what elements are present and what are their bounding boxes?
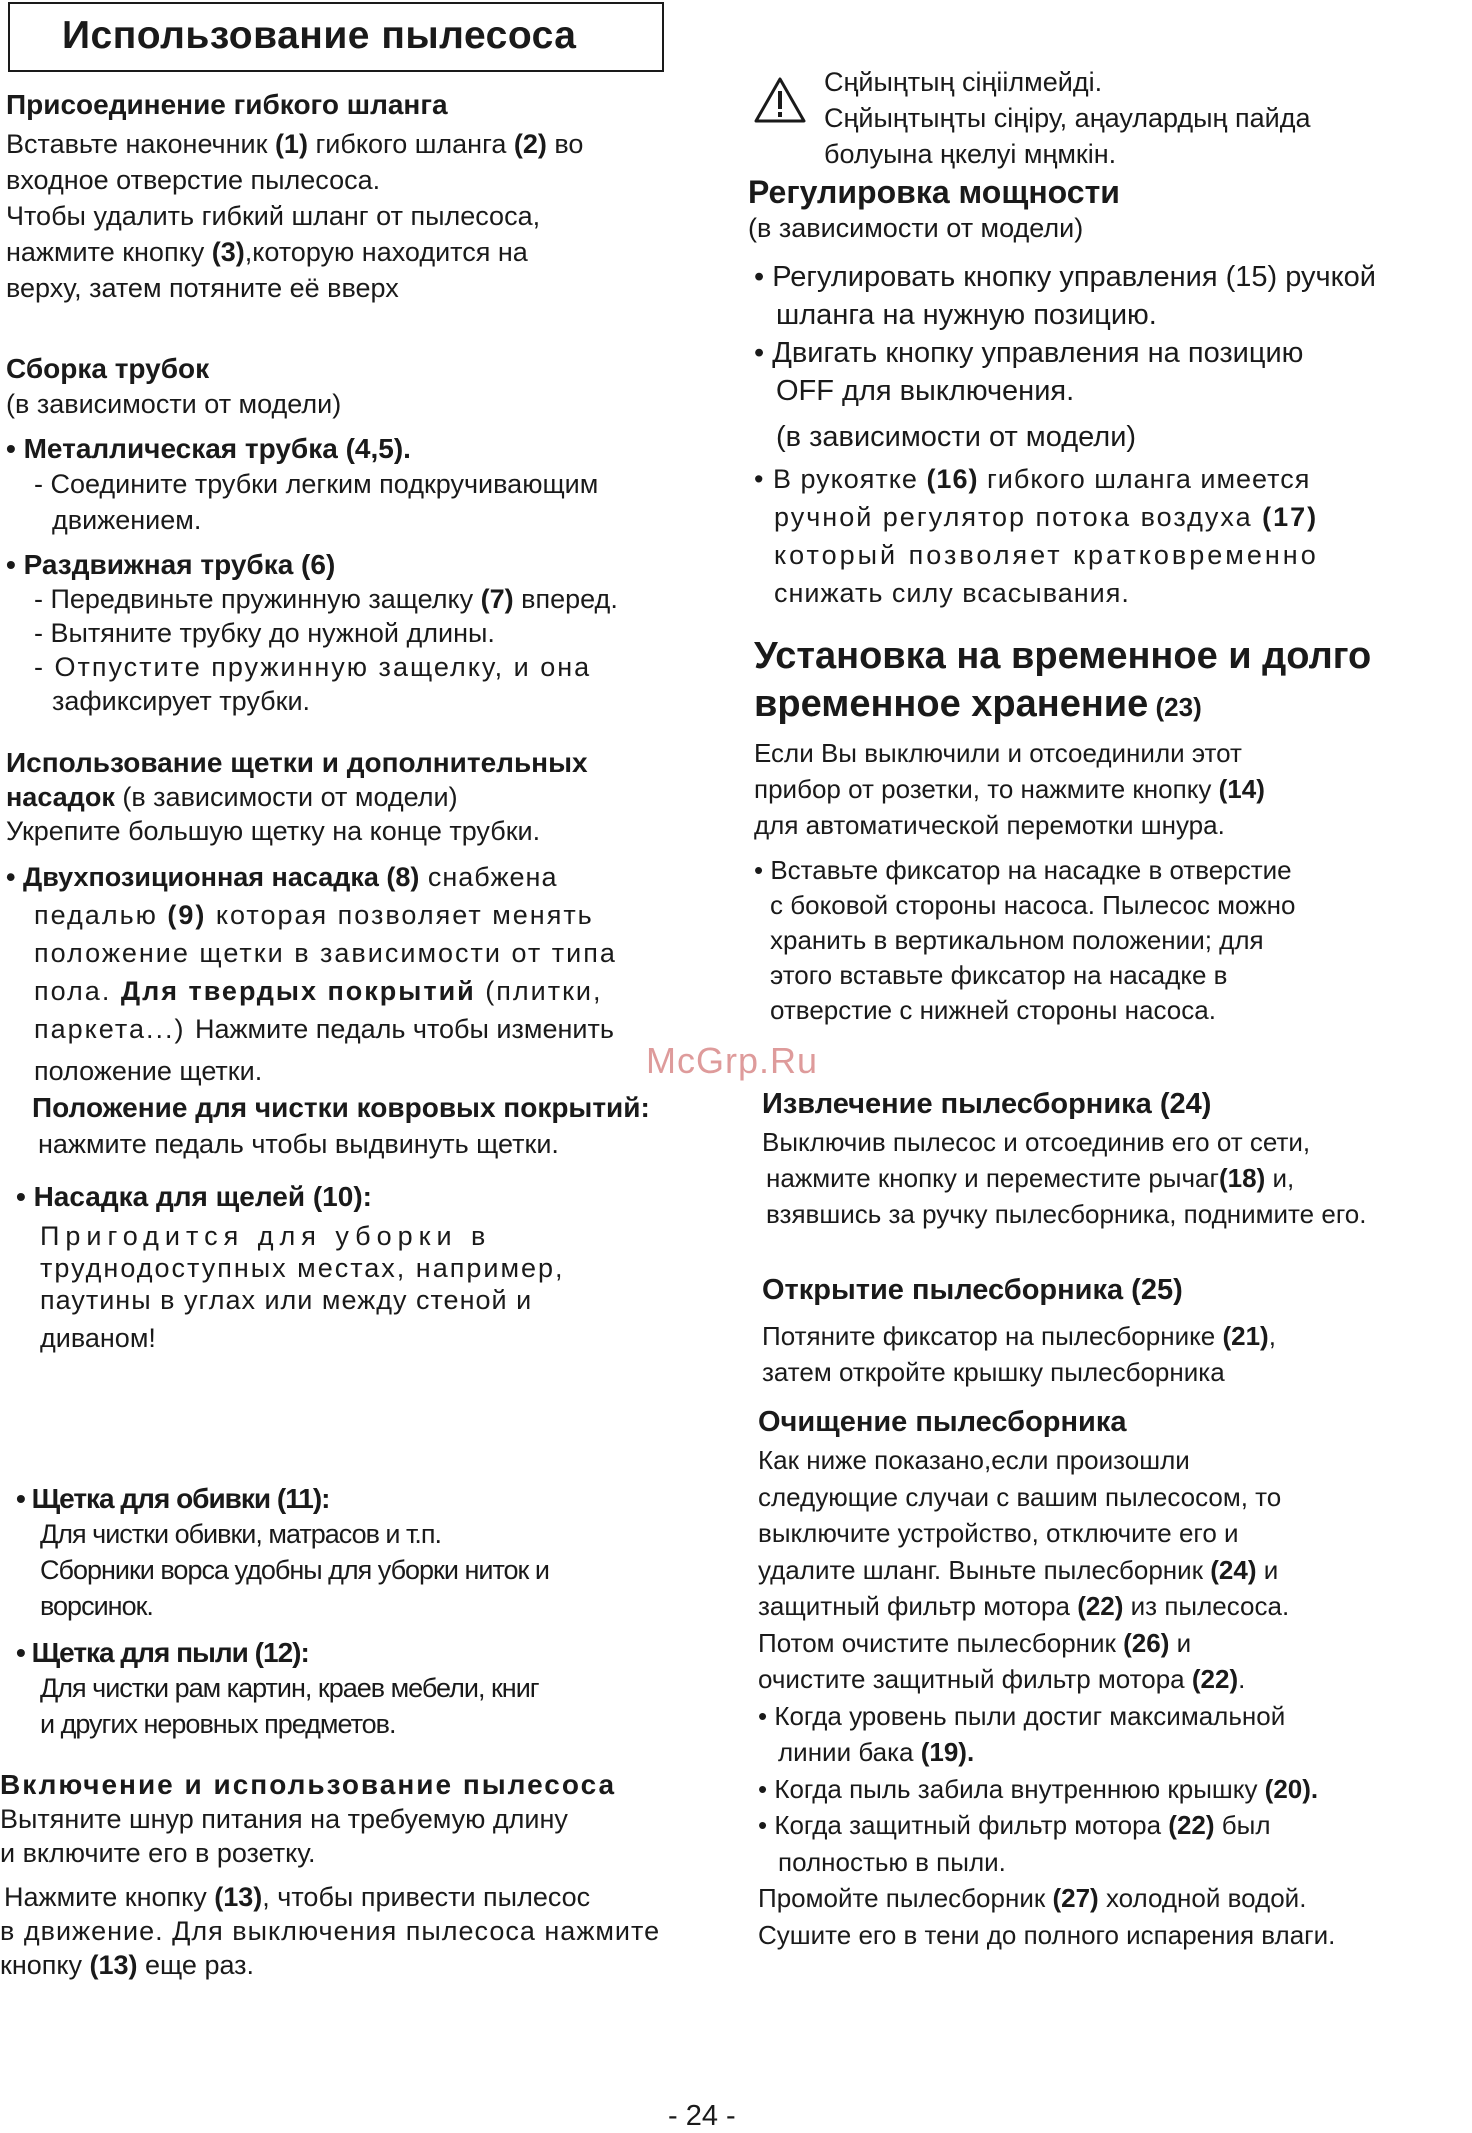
text-line: OFF для выключения. bbox=[776, 375, 1075, 407]
text-line: Если Вы выключили и отсоединили этот bbox=[754, 738, 1242, 768]
text-line: Для чистки рам картин, краев мебели, книг bbox=[40, 1673, 539, 1703]
text: Потом очистите пылесборник bbox=[758, 1627, 1124, 1658]
clean-section bbox=[758, 1402, 1335, 1953]
text: во bbox=[546, 129, 584, 159]
text: гибкого шланга bbox=[307, 129, 514, 159]
text: - Передвиньте пружинную защелку bbox=[34, 584, 481, 614]
text-line: следующие случаи с вашим пылесосом, то bbox=[758, 1481, 1282, 1512]
text: кнопку bbox=[0, 1950, 90, 1980]
upholstery-title: • Щетка для обивки (11): bbox=[16, 1483, 330, 1514]
power-section bbox=[748, 172, 1376, 612]
extract-heading: Извлечение пылесборника (24) bbox=[762, 1088, 1212, 1120]
warning-block bbox=[748, 64, 1472, 174]
text-line: этого вставьте фиксатор на насадке в bbox=[770, 960, 1228, 990]
text-line: • Двигать кнопку управления на позицию bbox=[754, 337, 1304, 369]
text: и bbox=[1256, 1554, 1279, 1585]
text-line: входное отверстие пылесоса. bbox=[6, 165, 381, 195]
text-line: который позволяет кратковременно bbox=[774, 540, 1319, 570]
text-line: Для чистки обивки, матрасов и т.п. bbox=[40, 1519, 442, 1549]
ref-number: (27) bbox=[1052, 1883, 1099, 1913]
power-subtitle: (в зависимости от модели) bbox=[748, 213, 1084, 243]
text-line: полностью в пыли. bbox=[778, 1846, 1006, 1877]
ref-number: (14) bbox=[1218, 774, 1265, 804]
power-bullet-3 bbox=[748, 460, 1376, 612]
text: Вставьте наконечник bbox=[6, 129, 275, 159]
ref-number: (26) bbox=[1123, 1627, 1170, 1658]
metal-tube-text bbox=[6, 466, 618, 538]
text-line: - Вытяните трубку до нужной длины. bbox=[34, 618, 495, 648]
page-title-box bbox=[8, 2, 664, 72]
ref-number: (1) bbox=[274, 129, 308, 159]
hose-section bbox=[6, 88, 583, 306]
text: холодной водой. bbox=[1098, 1883, 1307, 1913]
clean-text bbox=[758, 1442, 1335, 1953]
text-line: движением. bbox=[52, 505, 202, 535]
text: , чтобы привести пылесос bbox=[262, 1882, 591, 1912]
dust-brush-section bbox=[6, 1636, 539, 1742]
text: еще раз. bbox=[137, 1950, 255, 1980]
storage-heading-line2 bbox=[754, 680, 1371, 731]
text-line: положение щетки. bbox=[34, 1056, 263, 1086]
storage-text bbox=[754, 735, 1371, 843]
text: . bbox=[1238, 1664, 1246, 1694]
open-section bbox=[762, 1270, 1276, 1390]
ref-number: (13) bbox=[89, 1950, 138, 1980]
open-heading: Открытие пылесборника (25) bbox=[762, 1274, 1183, 1306]
ref-number: (9) bbox=[167, 900, 207, 930]
text: был bbox=[1214, 1810, 1271, 1840]
text-line: верху, затем потяните её вверх bbox=[6, 273, 399, 303]
text-line: Чтобы удалить гибкий шланг от пылесоса, bbox=[6, 201, 541, 231]
text-line: Пригодится для уборки в bbox=[40, 1221, 492, 1251]
text: Потяните фиксатор на пылесборнике bbox=[762, 1321, 1223, 1351]
power-bullets bbox=[748, 258, 1376, 456]
text: • Когда защитный фильтр мотора bbox=[758, 1810, 1169, 1840]
brush-heading: Использование щетки и дополнительных bbox=[6, 747, 588, 778]
text-line: ворсинок. bbox=[40, 1591, 153, 1621]
text-line: положение щетки в зависимости от типа bbox=[34, 938, 617, 968]
text-line: с боковой стороны насоса. Пылесос можно bbox=[770, 890, 1296, 920]
text: из пылесоса. bbox=[1123, 1591, 1290, 1621]
text-line: зафиксирует трубки. bbox=[52, 686, 311, 716]
text: • Когда пыль забила внутреннюю крышку bbox=[758, 1773, 1265, 1804]
text-line: Как ниже показано,если произошли bbox=[758, 1445, 1190, 1475]
ref-number: (22) bbox=[1077, 1591, 1124, 1621]
text: очистите защитный фильтр мотора bbox=[758, 1664, 1192, 1694]
text: Нажмите кнопку bbox=[4, 1882, 215, 1912]
text-line: болуына ңкелуі мңмкін. bbox=[824, 139, 1117, 169]
ref-number: (16) bbox=[926, 464, 979, 494]
tubes-subtitle: (в зависимости от модели) bbox=[6, 389, 342, 419]
brush-section bbox=[6, 746, 650, 1162]
crevice-title: • Насадка для щелей (10): bbox=[16, 1181, 372, 1212]
brush-intro: Укрепите большую щетку на конце трубки. bbox=[6, 816, 541, 846]
text: насадок bbox=[6, 782, 115, 812]
text-line: - Соедините трубки легким подкручивающим bbox=[34, 469, 599, 499]
hose-text bbox=[6, 126, 583, 306]
text-line: и включите его в розетку. bbox=[0, 1838, 316, 1868]
ref-number: (20). bbox=[1264, 1773, 1319, 1804]
page-number: - 24 - bbox=[668, 2100, 736, 2132]
carpet-text: нажмите педаль чтобы выдвинуть щетки. bbox=[38, 1129, 559, 1159]
text-line: • Когда уровень пыли достиг максимальной bbox=[758, 1700, 1286, 1731]
page-title: Использование пылесоса bbox=[62, 14, 577, 57]
crevice-section bbox=[6, 1180, 565, 1354]
text: Нажмите педаль чтобы изменить bbox=[194, 1014, 614, 1044]
storage-heading: Установка на временное и долго bbox=[754, 635, 1372, 677]
text-line: Сборники ворса удобны для уборки ниток и bbox=[40, 1555, 549, 1585]
text-line: выключите устройство, отключите его и bbox=[758, 1518, 1239, 1548]
text: и, bbox=[1265, 1163, 1295, 1193]
telescopic-tube-text bbox=[6, 582, 618, 718]
switch-on-section bbox=[0, 1768, 660, 1982]
text: • Двухпозиционная насадка (8) bbox=[6, 862, 420, 892]
text: нажмите кнопку bbox=[6, 237, 212, 267]
carpet-heading: Положение для чистки ковровых покрытий: bbox=[32, 1092, 650, 1123]
switch-on-text bbox=[0, 1802, 660, 1982]
ref-number: (7) bbox=[480, 584, 514, 614]
ref-number: (22) bbox=[1168, 1810, 1215, 1840]
metal-tube-title: • Металлическая трубка (4,5). bbox=[6, 433, 411, 464]
text-line: Выключив пылесос и отсоединив его от сети, bbox=[762, 1127, 1311, 1157]
text: вперед. bbox=[513, 584, 618, 614]
ref-number: (24) bbox=[1210, 1554, 1257, 1585]
ref-number: (3) bbox=[211, 237, 245, 267]
text: педалью bbox=[34, 900, 168, 930]
storage-bullets bbox=[754, 853, 1371, 1028]
text-line: Сңйыңтың сіңіілмейді. bbox=[824, 67, 1103, 97]
text-line: диваном! bbox=[40, 1323, 156, 1353]
storage-section bbox=[754, 632, 1371, 1028]
open-text bbox=[762, 1318, 1276, 1390]
text-line: труднодоступных местах, например, bbox=[40, 1253, 565, 1283]
text-line: затем откройте крышку пылесборника bbox=[762, 1357, 1225, 1387]
upholstery-text bbox=[6, 1516, 549, 1624]
upholstery-section bbox=[6, 1482, 549, 1624]
text-line: шланга на нужную позицию. bbox=[776, 299, 1157, 331]
ref-number: (17) bbox=[1262, 502, 1319, 532]
text: пола. bbox=[34, 976, 121, 1006]
ref-number: (23) bbox=[1148, 692, 1202, 722]
text: (в зависимости от модели) bbox=[114, 782, 458, 812]
warning-text bbox=[824, 64, 1310, 172]
warning-icon bbox=[754, 76, 806, 124]
text: • В рукоятке bbox=[754, 464, 927, 494]
text-line: взявшись за ручку пылесборника, поднимите его. bbox=[766, 1199, 1367, 1229]
text-line: Вытяните шнур питания на требуемую длину bbox=[0, 1804, 568, 1834]
text: ручной регулятор потока воздуха bbox=[774, 502, 1263, 532]
brush-heading-line2 bbox=[6, 780, 650, 814]
text-line: Сушите его в тени до полного испарения влаги. bbox=[758, 1919, 1336, 1950]
text: удалите шланг. Выньте пылесборник bbox=[758, 1554, 1211, 1585]
dual-nozzle-text bbox=[6, 858, 650, 1090]
text: защитный фильтр мотора bbox=[758, 1591, 1078, 1621]
ref-number: (22) bbox=[1191, 1664, 1239, 1694]
text: которая позволяет менять bbox=[206, 900, 594, 930]
ref-number: (18) bbox=[1218, 1163, 1266, 1193]
power-heading: Регулировка мощности bbox=[748, 174, 1120, 210]
text-line: - Отпустите пружинную защелку, и она bbox=[34, 652, 592, 682]
text-line: снижать силу всасывания. bbox=[774, 578, 1130, 608]
text: ,которую находится на bbox=[244, 237, 528, 267]
text-line: паутины в углах или между стеной и bbox=[40, 1285, 533, 1315]
text-line: хранить в вертикальном положении; для bbox=[770, 925, 1264, 955]
text: линии бака bbox=[778, 1737, 921, 1767]
text-line: • Регулировать кнопку управления (15) ручкой bbox=[754, 261, 1376, 293]
text-line: в движение. Для выключения пылесоса нажмите bbox=[0, 1916, 661, 1946]
clean-heading: Очищение пылесборника bbox=[758, 1406, 1127, 1438]
switch-on-heading: Включение и использование пылесоса bbox=[0, 1769, 617, 1800]
text: прибор от розетки, то нажмите кнопку bbox=[754, 774, 1219, 804]
text-line: (в зависимости от модели) bbox=[776, 421, 1137, 453]
extract-section bbox=[762, 1084, 1366, 1232]
text-line: отверстие с нижней стороны насоса. bbox=[770, 995, 1216, 1025]
ref-number: (19). bbox=[920, 1737, 975, 1767]
dust-brush-title: • Щетка для пыли (12): bbox=[16, 1637, 309, 1668]
text: , bbox=[1268, 1321, 1276, 1351]
text-line: для автоматической перемотки шнура. bbox=[754, 810, 1225, 840]
text: Промойте пылесборник bbox=[758, 1883, 1053, 1913]
watermark: McGrp.Ru bbox=[646, 1040, 819, 1081]
telescopic-tube-title: • Раздвижная трубка (6) bbox=[6, 549, 336, 580]
text: снабжена bbox=[419, 862, 558, 892]
text-line: Сңйыңтыңты сіңіру, аңаулардың пайда bbox=[824, 103, 1311, 133]
hose-heading: Присоединение гибкого шланга bbox=[6, 89, 448, 120]
text: Для твердых покрытий bbox=[120, 976, 476, 1006]
text-line: и других неровных предметов. bbox=[40, 1709, 396, 1739]
text: нажмите кнопку и переместите рычаг bbox=[766, 1163, 1219, 1193]
text: гибкого шланга имеется bbox=[978, 464, 1311, 494]
crevice-text bbox=[6, 1220, 565, 1354]
ref-number: (21) bbox=[1222, 1321, 1269, 1351]
tubes-section bbox=[6, 352, 618, 718]
text: временное хранение bbox=[754, 683, 1149, 725]
text-line: • Вставьте фиксатор на насадке в отверстие bbox=[754, 855, 1292, 885]
ref-number: (13) bbox=[214, 1882, 263, 1912]
dust-brush-text bbox=[6, 1670, 539, 1742]
ref-number: (2) bbox=[513, 129, 547, 159]
tubes-heading: Сборка трубок bbox=[6, 353, 210, 384]
text: (плитки, bbox=[475, 976, 603, 1006]
text: и bbox=[1169, 1627, 1192, 1658]
extract-text bbox=[762, 1124, 1366, 1232]
text: паркета...) bbox=[34, 1014, 195, 1044]
